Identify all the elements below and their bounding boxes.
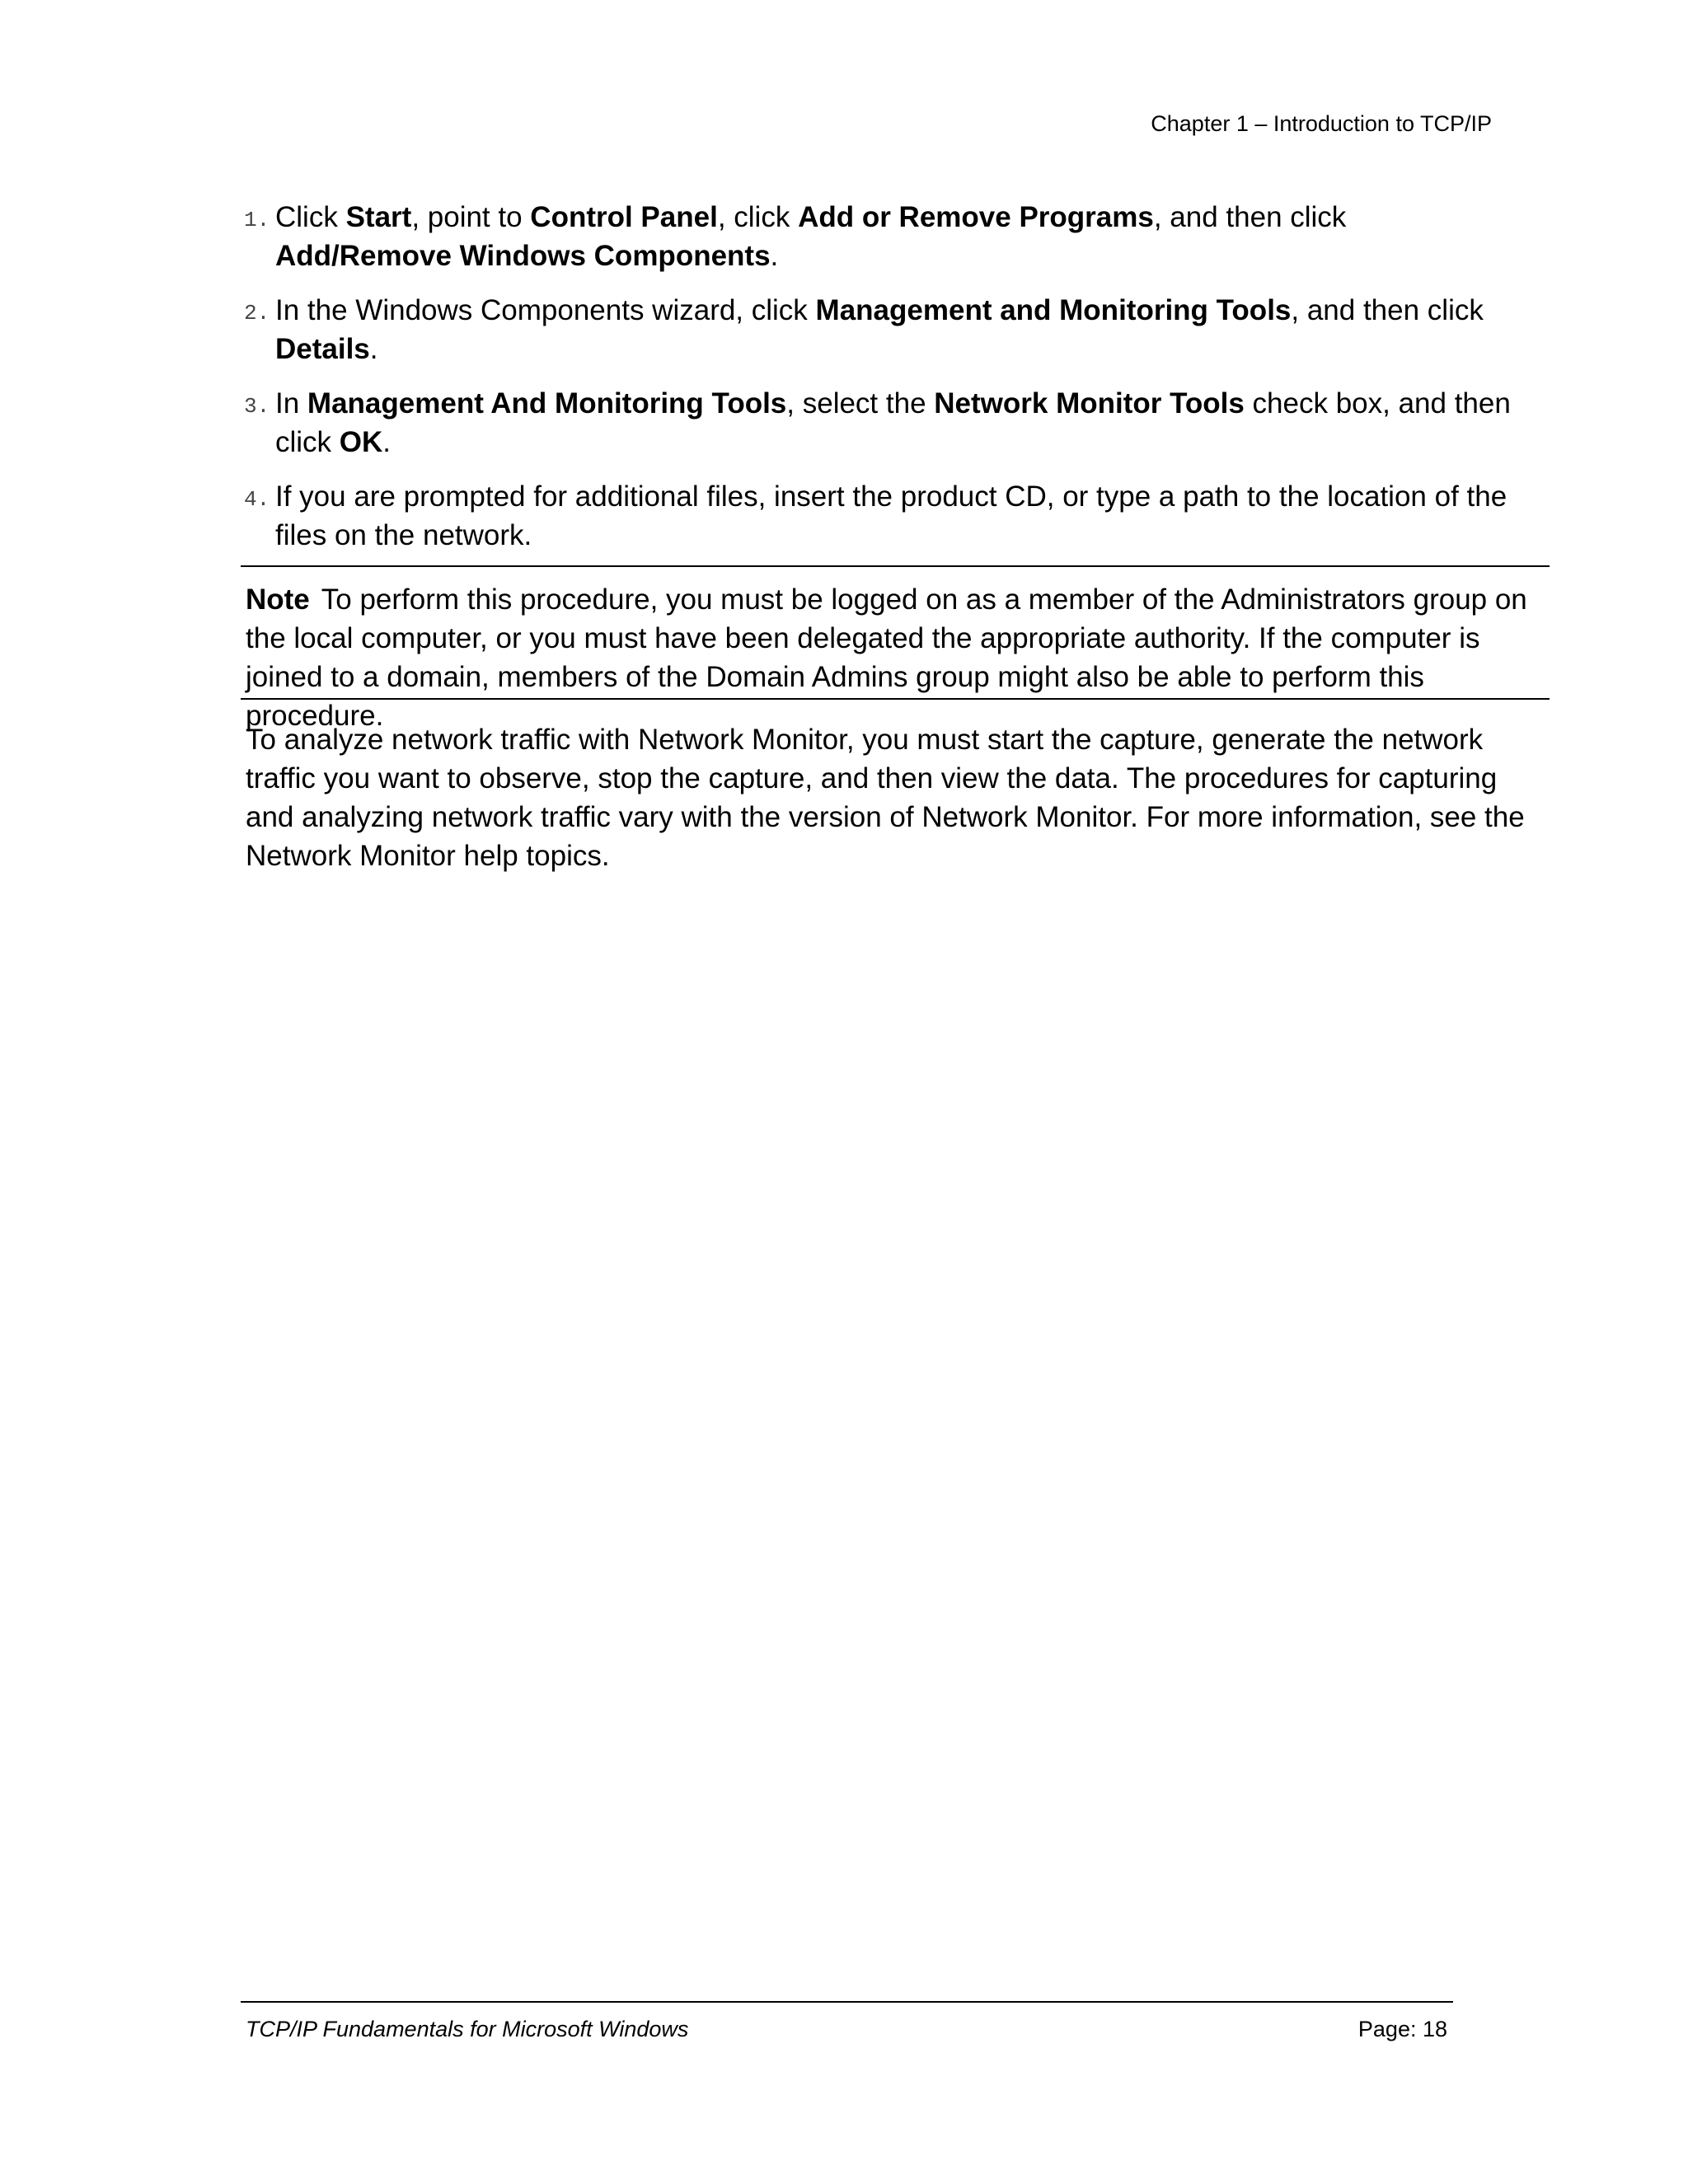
note-text: To perform this procedure, you must be logged on as a member of the Administrators group on the local computer, or you must have been delegated the appropriate authority. If the computer is joined to a domain, members of the Domain Admins group might also be able to perform this procedure. [246, 583, 1527, 732]
step-text-part: If you are prompted for additional files, insert the product CD, or type a path to the location of the files on the network. [275, 480, 1507, 551]
note-bottom-rule [241, 698, 1550, 700]
ui-term: Management and Monitoring Tools [815, 294, 1292, 326]
note-box [246, 580, 1544, 735]
procedure-steps [244, 198, 1530, 570]
ui-term: Add or Remove Programs [798, 201, 1154, 233]
step-text-part: , click [717, 201, 799, 233]
step-text-part: , select the [786, 387, 935, 419]
step-text [275, 201, 1346, 272]
step-text [275, 294, 1484, 365]
ui-term: Network Monitor Tools [934, 387, 1245, 419]
procedure-step-4 [244, 477, 1530, 555]
procedure-step-2 [244, 291, 1530, 368]
footer-book-title: TCP/IP Fundamentals for Microsoft Windows [246, 2017, 689, 2041]
step-text-part: . [382, 426, 392, 458]
step-number: 3. [244, 394, 270, 419]
step-text-part: , and then click [1153, 201, 1347, 233]
procedure-step-1 [244, 198, 1530, 275]
step-text-part: . [369, 333, 378, 365]
ui-term: Start [345, 201, 412, 233]
step-text-part: check box, and then click [275, 387, 1511, 458]
ui-term: Details [275, 333, 370, 365]
step-text-part: Click [275, 201, 346, 233]
step-number: 2. [244, 301, 270, 326]
footer-page-number: Page: 18 [1357, 2017, 1447, 2041]
ui-term: OK [339, 426, 383, 458]
step-text [275, 480, 1507, 551]
step-text-part: . [770, 240, 779, 272]
step-number: 1. [244, 208, 270, 232]
step-text-part: , and then click [1291, 294, 1484, 326]
note-top-rule [241, 565, 1550, 567]
step-text-part: In the Windows Components wizard, click [275, 294, 816, 326]
procedure-step-3 [244, 384, 1530, 462]
running-header: Chapter 1 – Introduction to TCP/IP [1151, 111, 1492, 136]
step-text [275, 387, 1511, 458]
ui-term: Control Panel [530, 201, 718, 233]
step-text-part: In [275, 387, 307, 419]
ui-term: Add/Remove Windows Components [275, 240, 771, 272]
body-paragraph: To analyze network traffic with Network Monitor, you must start the capture, generate the network traffic you want to observe, stop the capture, and then view the data. The procedures for capturing and analyzing network traffic vary with the version of Network Monitor. For more information, see the Network Monitor help topics. [246, 724, 1525, 872]
step-number: 4. [244, 487, 270, 512]
step-text-part: , point to [411, 201, 531, 233]
note-label: Note [246, 583, 310, 616]
footer-rule [241, 2001, 1453, 2003]
ui-term: Management And Monitoring Tools [307, 387, 787, 419]
